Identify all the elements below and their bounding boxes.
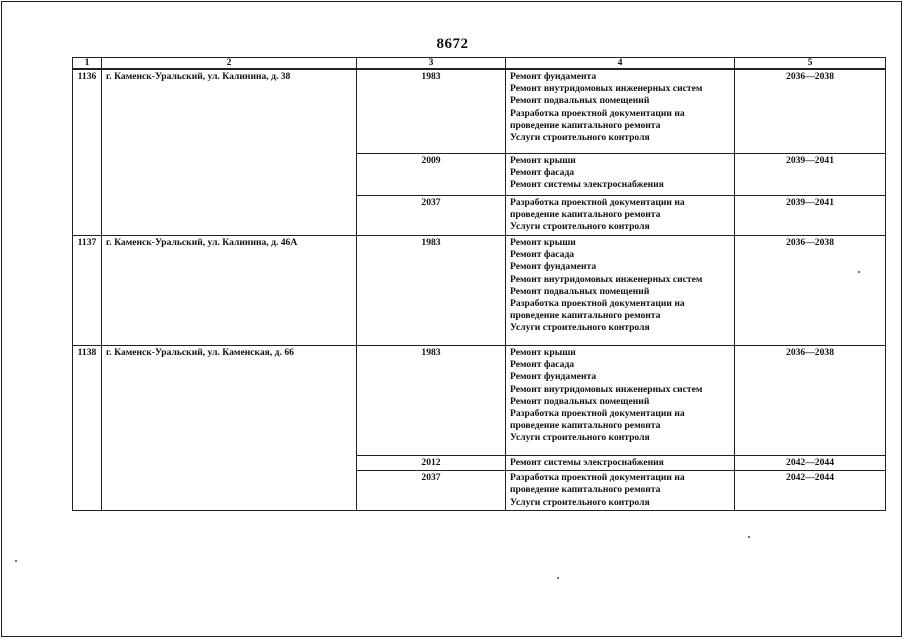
- planned-period: 2039—2041: [735, 154, 886, 196]
- object-number: 1138: [73, 346, 102, 511]
- scan-speck: [748, 536, 750, 538]
- object-number: 1137: [73, 236, 102, 346]
- repair-work-item: проведение капитального ремонта: [510, 484, 661, 496]
- repair-work-item: Разработка проектной документации на: [510, 107, 685, 119]
- object-number: 1136: [73, 69, 102, 236]
- repair-work-item: Ремонт фасада: [510, 167, 575, 179]
- repair-work-item: Ремонт подвальных помещений: [510, 95, 650, 107]
- repair-work-item: Ремонт внутридомовых инженерных систем: [510, 273, 703, 285]
- planned-period: 2042—2044: [735, 456, 886, 471]
- planned-period: 2042—2044: [735, 471, 886, 511]
- repair-works-list: [506, 346, 735, 456]
- header-cell-3: 3: [357, 58, 506, 70]
- repair-work-item: Разработка проектной документации на: [510, 472, 685, 484]
- repair-work-item: Ремонт системы электроснабжения: [510, 179, 664, 191]
- repair-work-item: Разработка проектной документации на: [510, 298, 685, 310]
- repair-work-item: Ремонт системы электроснабжения: [510, 457, 664, 468]
- scan-speck: [15, 560, 17, 562]
- stage-year: 2037: [357, 471, 506, 511]
- scan-speck: [858, 271, 860, 273]
- stage-year: 2009: [357, 154, 506, 196]
- table-row: [73, 236, 886, 346]
- stage-year: 1983: [357, 346, 506, 456]
- repair-work-item: Ремонт крыши: [510, 347, 576, 358]
- repair-work-item: проведение капитального ремонта: [510, 310, 661, 322]
- repair-work-item: Ремонт фасада: [510, 359, 575, 371]
- repair-work-item: Ремонт внутридомовых инженерных систем: [510, 383, 703, 395]
- repair-works-list: [506, 236, 735, 346]
- repair-work-item: проведение капитального ремонта: [510, 119, 661, 131]
- object-address: г. Каменск-Уральский, ул. Каменская, д. 66: [102, 346, 357, 511]
- repair-works-list: [506, 471, 735, 511]
- repair-works-list: [506, 456, 735, 471]
- header-cell-4: 4: [506, 58, 735, 70]
- repair-work-item: Ремонт крыши: [510, 155, 576, 166]
- capital-repair-table: [72, 57, 886, 511]
- repair-work-item: Услуги строительного контроля: [510, 132, 650, 144]
- header-cell-2: 2: [102, 58, 357, 70]
- header-cell-5: 5: [735, 58, 886, 70]
- repair-work-item: Услуги строительного контроля: [510, 221, 650, 233]
- repair-work-item: Ремонт фундамента: [510, 71, 597, 82]
- repair-work-item: Ремонт фундамента: [510, 261, 597, 273]
- repair-work-item: Услуги строительного контроля: [510, 496, 650, 508]
- repair-work-item: Разработка проектной документации на: [510, 408, 685, 420]
- table-row: [73, 69, 886, 154]
- planned-period: 2036—2038: [735, 69, 886, 154]
- repair-work-item: Услуги строительного контроля: [510, 432, 650, 444]
- repair-work-item: Ремонт подвальных помещений: [510, 285, 650, 297]
- repair-work-item: проведение капитального ремонта: [510, 420, 661, 432]
- stage-year: 2037: [357, 196, 506, 236]
- repair-works-list: [506, 154, 735, 196]
- object-address: г. Каменск-Уральский, ул. Калинина, д. 38: [102, 69, 357, 236]
- page-number: 8672: [436, 36, 469, 52]
- repair-works-list: [506, 69, 735, 154]
- repair-work-item: Ремонт внутридомовых инженерных систем: [510, 83, 703, 95]
- repair-work-item: Разработка проектной документации на: [510, 197, 685, 208]
- table-row: [73, 346, 886, 456]
- repair-work-item: Ремонт подвальных помещений: [510, 395, 650, 407]
- planned-period: 2039—2041: [735, 196, 886, 236]
- stage-year: 1983: [357, 236, 506, 346]
- repair-work-item: Услуги строительного контроля: [510, 322, 650, 334]
- planned-period: 2036—2038: [735, 236, 886, 346]
- scan-speck: [557, 577, 559, 579]
- header-row: [73, 58, 886, 70]
- header-cell-1: 1: [73, 58, 102, 70]
- object-address: г. Каменск-Уральский, ул. Калинина, д. 46А: [102, 236, 357, 346]
- repair-work-item: проведение капитального ремонта: [510, 209, 661, 221]
- planned-period: 2036—2038: [735, 346, 886, 456]
- repair-works-list: [506, 196, 735, 236]
- repair-work-item: Ремонт фундамента: [510, 371, 597, 383]
- stage-year: 2012: [357, 456, 506, 471]
- stage-year: 1983: [357, 69, 506, 154]
- repair-work-item: Ремонт крыши: [510, 237, 576, 248]
- repair-work-item: Ремонт фасада: [510, 249, 575, 261]
